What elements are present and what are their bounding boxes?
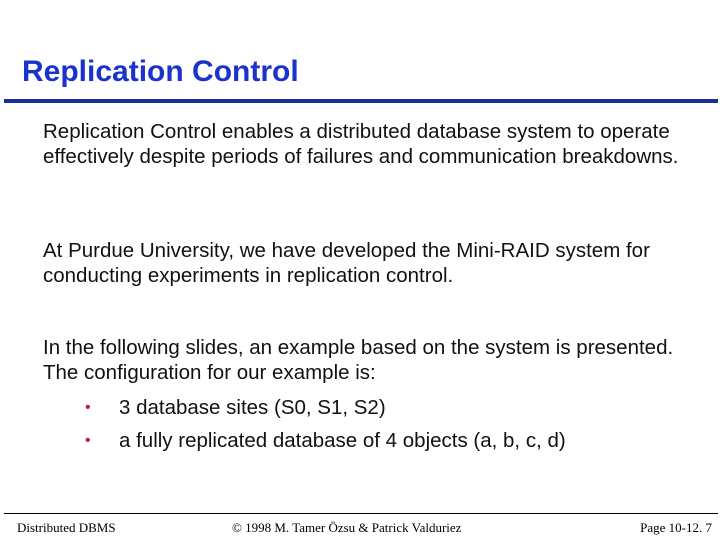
footer-page-number: Page 10-12. 7 (640, 520, 712, 535)
paragraph-intro: Replication Control enables a distributed database system to operate effectively despite periods of failures and communication breakdowns. (43, 120, 679, 168)
bullet-text: a fully replicated database of 4 objects (a, b, c, d) (119, 429, 566, 452)
slide-title: Replication Control (22, 55, 299, 88)
bullet-icon: • (85, 399, 91, 416)
bullet-icon: • (85, 432, 91, 449)
title-divider (4, 99, 718, 103)
paragraph-example: In the following slides, an example based on the system is presented. The configuration for our example is: (43, 336, 674, 384)
footer-course: Distributed DBMS (17, 520, 116, 535)
footer-divider (4, 513, 718, 514)
paragraph-purdue: At Purdue University, we have developed the Mini-RAID system for conducting experiments in replication control. (43, 239, 650, 287)
bullet-text: 3 database sites (S0, S1, S2) (119, 396, 386, 419)
footer-copyright: © 1998 M. Tamer Özsu & Patrick Valduriez (232, 520, 462, 535)
